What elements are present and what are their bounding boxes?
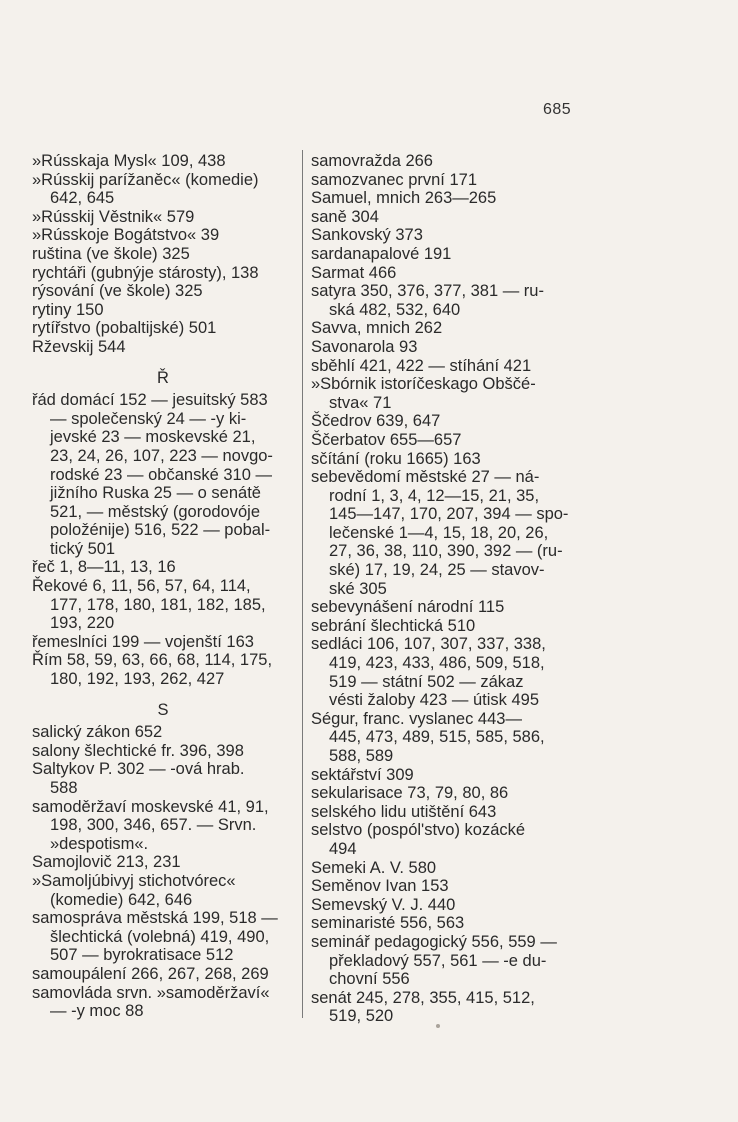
entry-continuation-line: ské) 17, 19, 24, 25 — stavov-: [329, 561, 545, 580]
entry-line: rytiny 150: [32, 300, 104, 319]
entry-continuation-line: 445, 473, 489, 515, 585, 586,: [329, 728, 545, 747]
index-entry: [311, 914, 587, 933]
index-entry: [32, 301, 294, 320]
entry-line: sebrání šlechtická 510: [311, 616, 476, 635]
index-entry: [32, 558, 294, 577]
entry-line: sedláci 106, 107, 307, 337, 338,: [311, 635, 546, 654]
index-entry: [32, 264, 294, 283]
index-entry: [311, 450, 587, 469]
entry-continuation-line: ská 482, 532, 640: [329, 300, 461, 319]
entry-continuation-line: 27, 36, 38, 110, 390, 392 — (ru-: [329, 542, 563, 561]
index-entry: [32, 798, 294, 854]
entry-continuation-line: ské 305: [329, 579, 387, 598]
entry-line: Ščedrov 639, 647: [311, 412, 441, 431]
index-entry: [311, 189, 587, 208]
section-letter-heading: S: [157, 700, 169, 719]
index-entry: [311, 171, 587, 190]
entry-line: sebevynášení národní 115: [311, 598, 505, 617]
index-entry: [311, 617, 587, 636]
entry-continuation-line: rodní 1, 3, 4, 12—15, 21, 35,: [329, 486, 540, 505]
entry-continuation-line: 198, 300, 346, 657. — Srvn.: [50, 816, 257, 835]
entry-line: Savva, mnich 262: [311, 319, 443, 338]
entry-continuation-line: překladový 557, 561 — -e du-: [329, 951, 547, 970]
entry-line: sebevědomí městské 27 — ná-: [311, 468, 540, 487]
index-entry: [32, 909, 294, 965]
entry-line: Řekové 6, 11, 56, 57, 64, 114,: [32, 577, 251, 596]
entry-continuation-line: vésti žaloby 423 — útisk 495: [329, 691, 540, 710]
entry-line: sardanapalové 191: [311, 244, 452, 263]
index-entry: [311, 319, 587, 338]
entry-line: »Rússkij Věstnik« 579: [32, 207, 195, 226]
entry-line: Řím 58, 59, 63, 66, 68, 114, 175,: [32, 651, 273, 670]
entry-line: »Rússkaja Mysl« 109, 438: [32, 152, 226, 170]
index-entry: [32, 245, 294, 264]
entry-continuation-line: 494: [329, 839, 357, 858]
entry-continuation-line: 23, 24, 26, 107, 223 — novgo-: [50, 446, 273, 465]
entry-continuation-line: 177, 178, 180, 181, 182, 185,: [50, 595, 266, 614]
entry-line: sektářství 309: [311, 765, 414, 784]
entry-line: seminář pedagogický 556, 559 —: [311, 932, 557, 951]
entry-line: selského lidu utištění 643: [311, 802, 497, 821]
entry-continuation-line: 507 — byrokratisace 512: [50, 946, 234, 965]
index-entry: [311, 933, 587, 989]
index-entry: [32, 282, 294, 301]
index-entry: [311, 821, 587, 858]
entry-line: rychtáři (gubnýje stárosty), 138: [32, 263, 259, 282]
entry-continuation-line: 193, 220: [50, 614, 115, 633]
entry-continuation-line: 642, 645: [50, 189, 115, 208]
entry-line: samospráva městská 199, 518 —: [32, 909, 278, 928]
entry-continuation-line: 519, 520: [329, 1007, 394, 1026]
entry-continuation-line: 521, — městský (gorodovóje: [50, 502, 261, 521]
index-entry: [311, 208, 587, 227]
index-entry: [32, 651, 294, 688]
entry-line: »Rússkoje Bogátstvo« 39: [32, 226, 220, 245]
entry-line: rytířstvo (pobaltijské) 501: [32, 319, 217, 338]
index-entry: [311, 338, 587, 357]
entry-continuation-line: jižního Ruska 25 — o senátě: [50, 484, 261, 503]
index-entry: [311, 635, 587, 709]
entry-line: selstvo (pospól'stvo) kozácké: [311, 821, 526, 840]
index-entry: [311, 710, 587, 766]
index-entry: [32, 760, 294, 797]
entry-continuation-line: položénije) 516, 522 — pobal-: [50, 521, 271, 540]
index-entry: [32, 984, 294, 1021]
entry-line: samoděržaví moskevské 41, 91,: [32, 797, 269, 816]
entry-continuation-line: 145—147, 170, 207, 394 — spo-: [329, 505, 569, 524]
entry-line: Ščerbatov 655—657: [311, 430, 462, 449]
index-entry: [311, 226, 587, 245]
entry-line: ruština (ve škole) 325: [32, 244, 190, 263]
index-entry: [311, 412, 587, 431]
index-entry: [32, 171, 294, 208]
entry-continuation-line: rodské 23 — občanské 310 —: [50, 465, 272, 484]
entry-line: sekularisace 73, 79, 80, 86: [311, 784, 509, 803]
entry-line: samovražda 266: [311, 152, 433, 170]
entry-continuation-line: — -y moc 88: [50, 1002, 144, 1021]
entry-line: řád domácí 152 — jesuitský 583: [32, 391, 268, 410]
index-entry: [311, 282, 587, 319]
entry-line: »Samoljúbivyj stichotvórec«: [32, 871, 236, 890]
entry-line: sčítání (roku 1665) 163: [311, 449, 481, 468]
index-entry: [32, 577, 294, 633]
entry-line: řemeslníci 199 — vojenští 163: [32, 632, 254, 651]
entry-continuation-line: 588: [50, 779, 78, 797]
index-entry: [32, 338, 294, 357]
entry-line: saně 304: [311, 207, 379, 226]
index-column-left: [32, 152, 294, 1021]
entry-line: řeč 1, 8—11, 13, 16: [32, 558, 176, 577]
index-entry: [32, 319, 294, 338]
index-entry: [311, 989, 587, 1026]
entry-line: Sankovský 373: [311, 226, 423, 245]
index-entry: [32, 208, 294, 227]
entry-line: Samuel, mnich 263—265: [311, 189, 497, 208]
entry-line: »Rússkij parížaněc« (komedie): [32, 170, 259, 189]
index-column-right: [311, 152, 587, 1026]
entry-line: seminaristé 556, 563: [311, 914, 465, 933]
index-entry: [311, 803, 587, 822]
index-entry: [32, 723, 294, 742]
entry-continuation-line: stva« 71: [329, 393, 392, 412]
entry-continuation-line: lečenské 1—4, 15, 18, 20, 26,: [329, 523, 549, 542]
entry-line: salony šlechtické fr. 396, 398: [32, 741, 244, 760]
entry-continuation-line: 419, 423, 433, 486, 509, 518,: [329, 654, 545, 673]
index-entry: [32, 226, 294, 245]
entry-line: Ségur, franc. vyslanec 443—: [311, 709, 522, 728]
entry-continuation-line: »despotism«.: [50, 834, 149, 853]
index-entry: [32, 965, 294, 984]
index-entry: [32, 742, 294, 761]
column-divider: [302, 150, 303, 1018]
index-entry: [311, 152, 587, 171]
entry-continuation-line: šlechtická (volebná) 419, 490,: [50, 927, 270, 946]
entry-line: Semevský V. J. 440: [311, 895, 456, 914]
index-entry: [32, 391, 294, 558]
entry-continuation-line: (komedie) 642, 646: [50, 890, 193, 909]
paper-speck: [436, 1024, 440, 1028]
entry-line: samovláda srvn. »samoděržaví«: [32, 983, 270, 1002]
entry-line: sběhlí 421, 422 — stíhání 421: [311, 356, 532, 375]
entry-line: Sarmat 466: [311, 263, 397, 282]
entry-line: Savonarola 93: [311, 337, 418, 356]
entry-line: »Sbórnik istoríčeskago Obščé-: [311, 375, 536, 394]
entry-continuation-line: — společenský 24 — -y ki-: [50, 409, 247, 428]
page-number: 685: [543, 101, 572, 118]
entry-continuation-line: chovní 556: [329, 970, 410, 989]
section-letter-heading: Ř: [157, 368, 169, 387]
index-entry: [32, 853, 294, 872]
entry-line: Samojlovič 213, 231: [32, 853, 181, 872]
entry-line: Seměnov Ivan 153: [311, 877, 449, 896]
entry-line: rýsování (ve škole) 325: [32, 282, 203, 301]
index-entry: [311, 357, 587, 376]
entry-continuation-line: 180, 192, 193, 262, 427: [50, 670, 225, 689]
index-entry: [311, 784, 587, 803]
entry-continuation-line: 519 — státní 502 — zákaz: [329, 672, 524, 691]
index-entry: [311, 431, 587, 450]
entry-continuation-line: tický 501: [50, 539, 116, 558]
index-entry: [311, 375, 587, 412]
entry-line: samozvanec první 171: [311, 170, 478, 189]
index-entry: [311, 859, 587, 878]
entry-line: senát 245, 278, 355, 415, 512,: [311, 988, 535, 1007]
index-entry: [32, 633, 294, 652]
entry-line: Semeki A. V. 580: [311, 858, 437, 877]
entry-continuation-line: jevské 23 — moskevské 21,: [50, 428, 256, 447]
index-entry: [311, 264, 587, 283]
index-entry: [32, 872, 294, 909]
entry-line: samoupálení 266, 267, 268, 269: [32, 964, 269, 983]
entry-line: satyra 350, 376, 377, 381 — ru-: [311, 282, 544, 301]
index-entry: [311, 896, 587, 915]
index-entry: [32, 152, 294, 171]
index-entry: [311, 598, 587, 617]
entry-line: Rževskij 544: [32, 337, 126, 356]
index-entry: [311, 877, 587, 896]
entry-line: Saltykov P. 302 — -ová hrab.: [32, 760, 245, 779]
index-entry: [311, 245, 587, 264]
index-entry: [311, 468, 587, 598]
entry-continuation-line: 588, 589: [329, 747, 394, 765]
index-entry: [311, 766, 587, 785]
entry-line: salický zákon 652: [32, 723, 163, 742]
